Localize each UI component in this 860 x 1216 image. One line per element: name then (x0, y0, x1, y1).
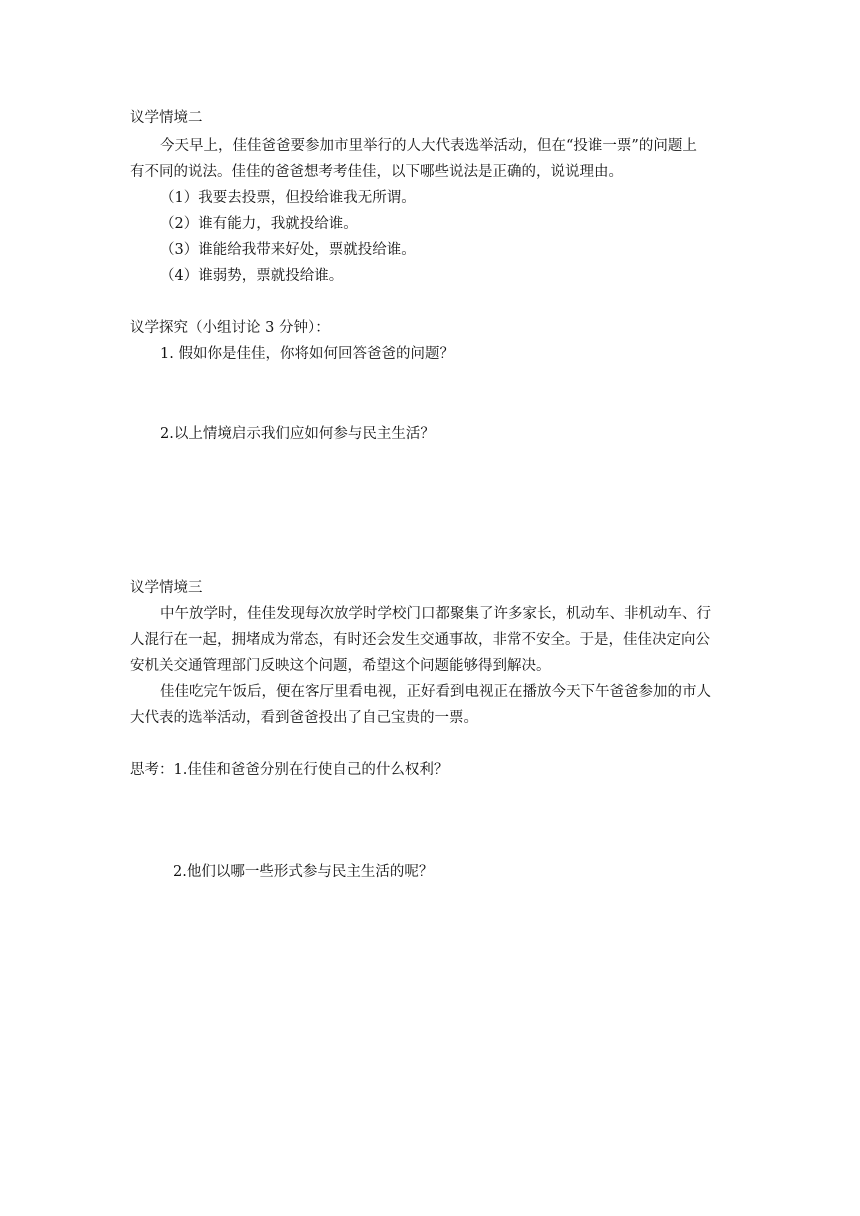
scenario-3-p2-line-2: 大代表的选举活动，看到爸爸投出了自己宝贵的一票。 (130, 710, 478, 726)
think-question-2: 2.他们以哪一些形式参与民主生活的呢？ (173, 864, 434, 880)
scenario-3-p1-line-3: 安机关交通管理部门反映这个问题，希望这个问题能够得到解决。 (130, 658, 551, 674)
inquiry-question-2: 2.以上情境启示我们应如何参与民主生活？ (160, 426, 435, 442)
option-4: （4）谁弱势，票就投给谁。 (160, 268, 344, 284)
scenario-3-title: 议学情境三 (130, 580, 203, 596)
scenario-3-p1-line-1: 中午放学时，佳佳发现每次放学时学校门口都聚集了许多家长，机动车、非机动车、行 (160, 606, 711, 622)
option-2: （2）谁有能力，我就投给谁。 (160, 216, 358, 232)
think-question-1: 思考：1.佳佳和爸爸分别在行使自己的什么权利？ (130, 762, 449, 778)
scenario-2-title: 议学情境二 (130, 110, 203, 126)
option-1: （1）我要去投票，但投给谁我无所谓。 (160, 190, 416, 206)
scenario-3-p2-line-1: 佳佳吃完午饭后，便在客厅里看电视，正好看到电视正在播放今天下午爸爸参加的市人 (160, 684, 711, 700)
scenario-2-text-line-2: 有不同的说法。佳佳的爸爸想考考佳佳，以下哪些说法是正确的，说说理由。 (130, 164, 623, 180)
option-3: （3）谁能给我带来好处，票就投给谁。 (160, 242, 416, 258)
scenario-3-p1-line-2: 人混行在一起，拥堵成为常态，有时还会发生交通事故，非常不安全。于是，佳佳决定向公 (130, 632, 710, 648)
inquiry-question-1: 1. 假如你是佳佳，你将如何回答爸爸的问题？ (160, 346, 454, 362)
scenario-2-text-line-1: 今天早上，佳佳爸爸要参加市里举行的人大代表选举活动，但在“投谁一票”的问题上 (160, 138, 697, 154)
inquiry-title: 议学探究（小组讨论 3 分钟）： (130, 320, 330, 336)
